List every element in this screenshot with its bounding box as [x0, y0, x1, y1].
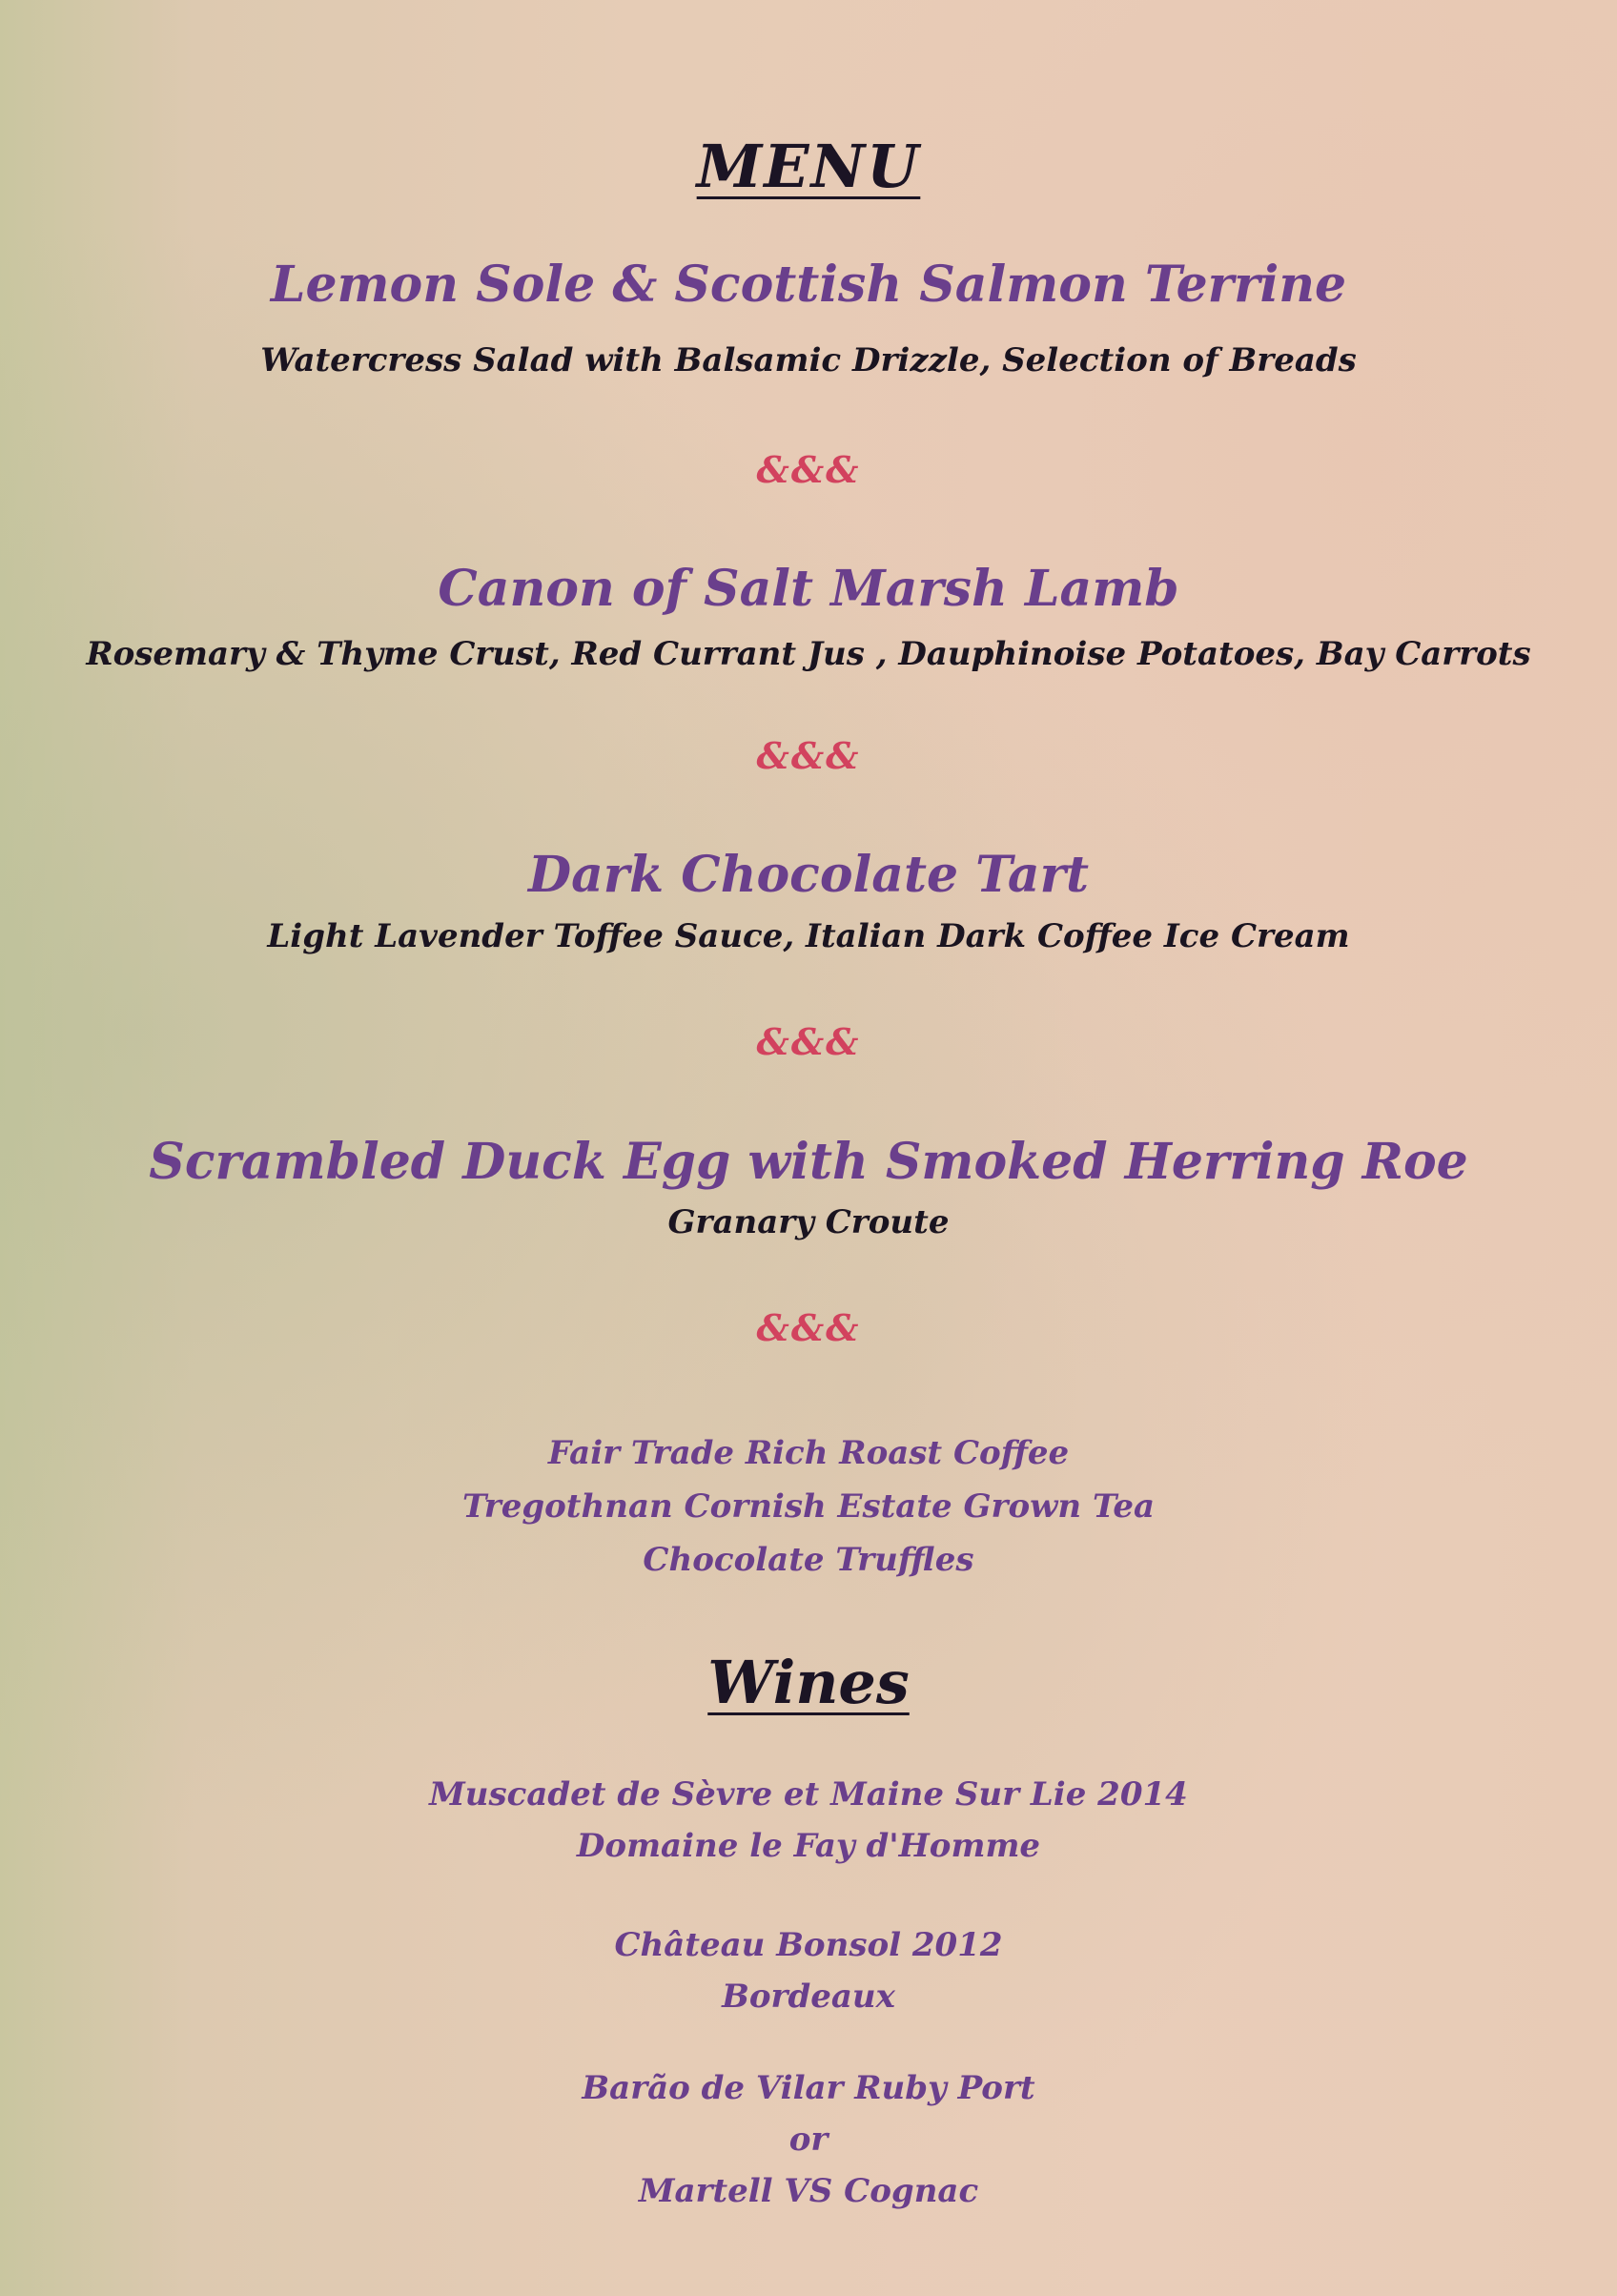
- course-description-main: Rosemary & Thyme Crust, Red Currant Jus , Dauphinoise Potatoes, Bay Carrots: [86, 635, 1531, 673]
- divider-3: &&&: [756, 1020, 861, 1063]
- wine-line-5: Barão de Vilar Ruby Port: [582, 2069, 1035, 2107]
- divider-2: &&&: [756, 734, 861, 777]
- wine-line-3: Château Bonsol 2012: [614, 1926, 1003, 1964]
- wine-line-7: Martell VS Cognac: [638, 2172, 979, 2210]
- divider-1: &&&: [756, 448, 861, 491]
- coffee-line-3: Chocolate Truffles: [643, 1541, 974, 1579]
- course-title-savoury: Scrambled Duck Egg with Smoked Herring Roe: [149, 1133, 1468, 1191]
- wine-line-4: Bordeaux: [722, 1978, 895, 2016]
- coffee-line-1: Fair Trade Rich Roast Coffee: [547, 1434, 1070, 1472]
- course-title-starter: Lemon Sole & Scottish Salmon Terrine: [270, 256, 1347, 314]
- coffee-line-2: Tregothnan Cornish Estate Grown Tea: [461, 1487, 1156, 1526]
- wine-line-2: Domaine le Fay d'Homme: [576, 1827, 1041, 1865]
- menu-heading: MENU: [696, 132, 921, 201]
- course-title-dessert: Dark Chocolate Tart: [527, 846, 1090, 904]
- divider-4: &&&: [756, 1306, 861, 1349]
- wines-heading: Wines: [707, 1648, 910, 1717]
- course-description-dessert: Light Lavender Toffee Sauce, Italian Dark Coffee Ice Cream: [267, 917, 1350, 955]
- wine-line-6: or: [788, 2121, 829, 2159]
- wine-line-1: Muscadet de Sèvre et Maine Sur Lie 2014: [429, 1775, 1188, 1814]
- course-description-starter: Watercress Salad with Balsamic Drizzle, Selection of Breads: [260, 341, 1357, 379]
- course-title-main: Canon of Salt Marsh Lamb: [438, 560, 1179, 618]
- course-description-savoury: Granary Croute: [667, 1203, 950, 1241]
